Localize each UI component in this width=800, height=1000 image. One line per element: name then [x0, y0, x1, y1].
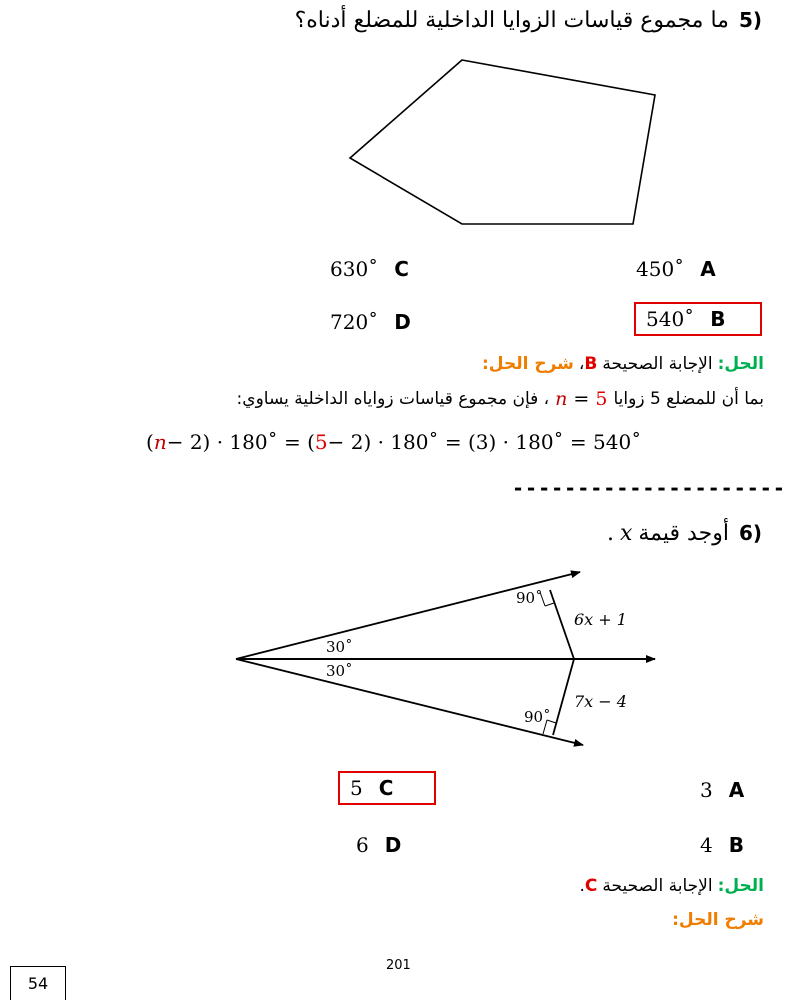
expr-bottom-label: 7x − 4 — [574, 692, 627, 711]
q5-option-d[interactable] — [330, 305, 411, 339]
q5-option-b-value: 540˚ — [646, 307, 695, 331]
q6-option-c-value: 5 — [350, 776, 363, 800]
q6-option-d-value: 6 — [356, 833, 369, 857]
q5-option-c-letter: C — [394, 257, 409, 281]
q6-option-c-correct[interactable] — [338, 771, 436, 805]
question-5-text: ما مجموع قياسات الزوايا الداخلية للمضلع أدناه؟ — [294, 7, 729, 33]
q6-answer-letter: C — [584, 876, 598, 896]
pentagon-figure — [340, 55, 670, 235]
q5-option-d-value: 720˚ — [330, 310, 379, 334]
q6-explanation-line — [672, 906, 764, 934]
angle-lower-left-label: 30˚ — [326, 662, 353, 680]
angle-upper-left-label: 30˚ — [326, 638, 353, 656]
section-divider: --------------------- — [512, 476, 786, 500]
q5-option-c[interactable] — [330, 252, 409, 286]
q5-explanation-label: شرح الحل: — [481, 354, 574, 374]
expr-top-label: 6x + 1 — [574, 610, 627, 629]
q6-option-a-value: 3 — [700, 778, 713, 802]
q5-explanation-text: بما أن للمضلع 5 زوايا — [613, 389, 764, 409]
q5-formula: ( n − 2) · 180˚ = ( 5 − 2) · 180˚ = (3) · 180˚ = 540˚ — [146, 430, 642, 454]
page-number: 201 — [386, 958, 411, 973]
angles-figure — [225, 565, 665, 750]
q5-option-d-letter: D — [394, 310, 411, 334]
q5-n-equation: n = 5 — [555, 388, 608, 410]
q6-option-b-letter: B — [728, 833, 744, 857]
q6-explanation-label: شرح الحل: — [672, 910, 764, 930]
question-6-text: أوجد قيمة x . — [606, 520, 729, 546]
q5-explanation-line — [237, 384, 764, 414]
question-5-header — [295, 2, 762, 38]
q5-option-b-letter: B — [710, 307, 726, 331]
page-box-number: 54 — [10, 966, 66, 1000]
angle-bottom-label: 90˚ — [524, 708, 551, 726]
q5-option-b-correct[interactable] — [634, 302, 762, 336]
q6-option-d[interactable] — [356, 828, 401, 862]
q5-answer-text: الإجابة الصحيحة — [602, 354, 713, 374]
q6-option-a[interactable] — [700, 773, 744, 807]
q5-explanation-tail: ، فإن مجموع قياسات زواياه الداخلية يساوي: — [236, 389, 550, 409]
q5-option-c-value: 630˚ — [330, 257, 379, 281]
q6-solution-line: الحل: الإجابة الصحيحة C . — [579, 876, 764, 896]
q6-answer-text: الإجابة الصحيحة — [602, 876, 713, 896]
q5-solution-label: الحل: — [717, 354, 764, 374]
question-5-number: 5) — [738, 8, 762, 32]
q6-solution-label: الحل: — [717, 876, 764, 896]
q6-option-a-letter: A — [728, 778, 745, 802]
question-6-number: 6) — [738, 521, 762, 545]
question-6-header — [607, 516, 762, 550]
q5-option-a-value: 450˚ — [636, 257, 685, 281]
angle-top-label: 90˚ — [516, 589, 543, 607]
q5-answer-letter: B — [584, 354, 598, 374]
q5-option-a-letter: A — [700, 257, 716, 281]
q6-option-d-letter: D — [384, 833, 402, 857]
q5-option-a[interactable] — [636, 252, 716, 286]
q6-option-b-value: 4 — [700, 833, 713, 857]
q5-solution-line: الحل: الإجابة الصحيحة B ، شرح الحل: — [481, 354, 764, 374]
q6-option-c-letter: C — [378, 776, 394, 800]
q6-option-b[interactable] — [700, 828, 744, 862]
